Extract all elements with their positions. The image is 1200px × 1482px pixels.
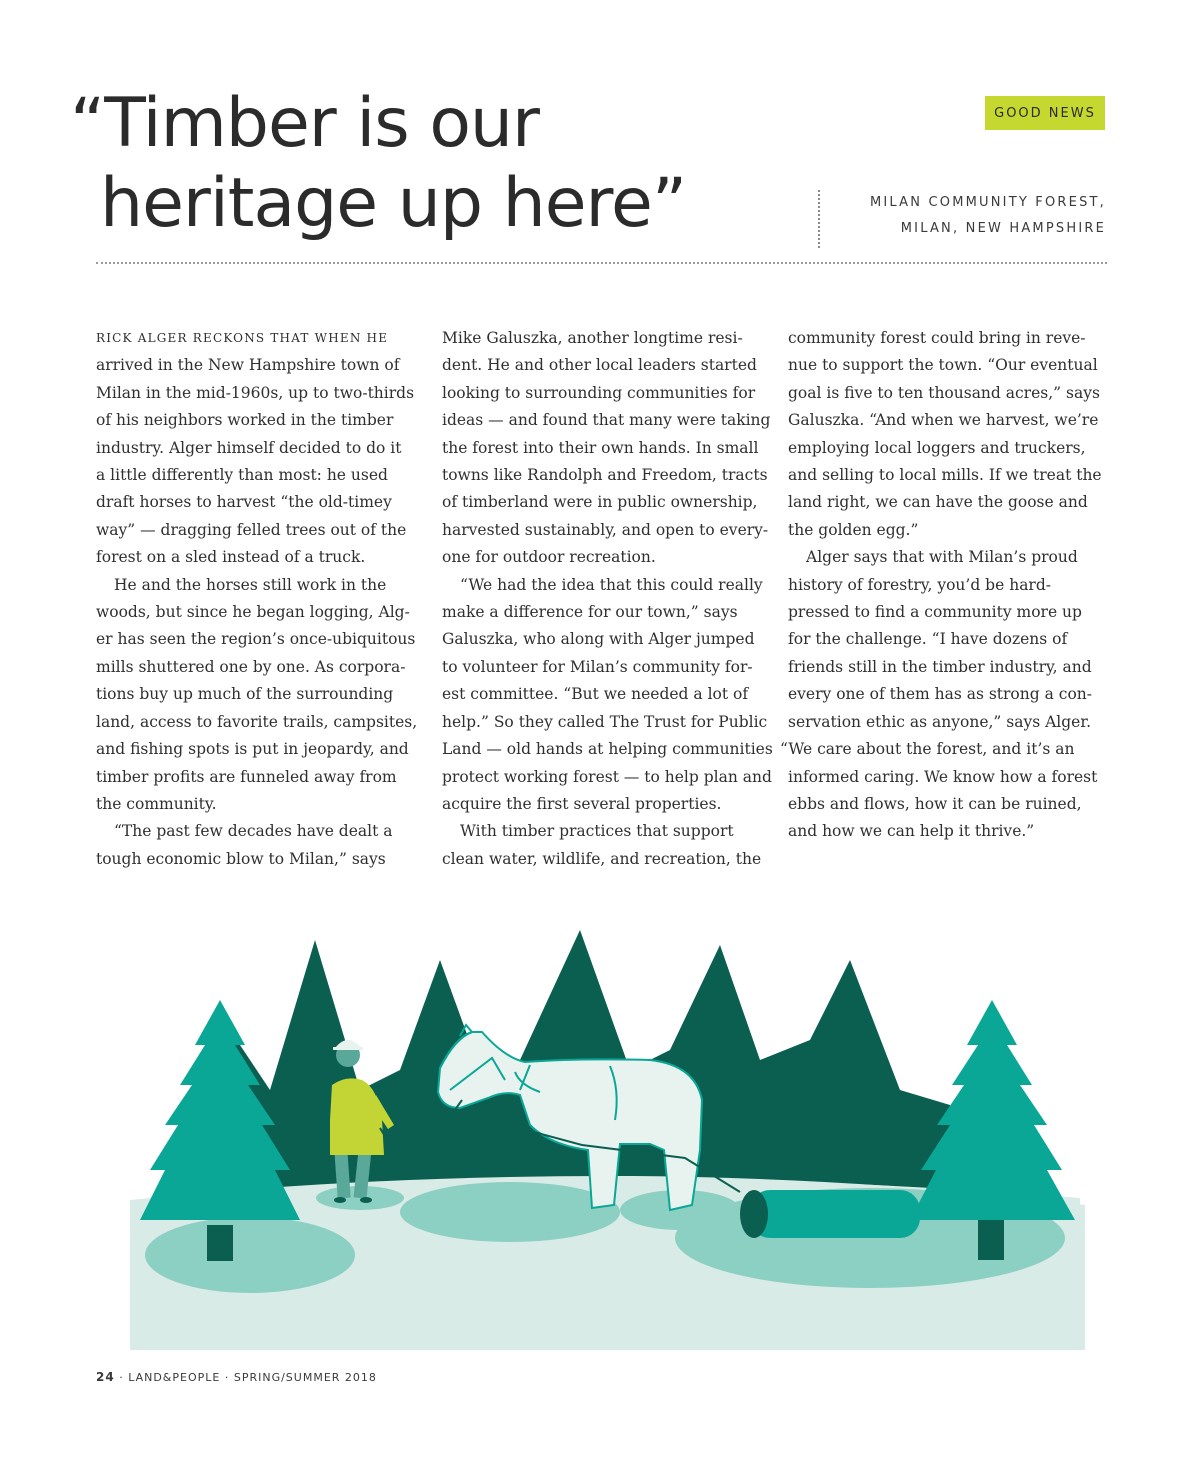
article-line: of his neighbors worked in the timber — [96, 411, 394, 430]
article-line: to volunteer for Milan’s community for- — [442, 657, 753, 676]
article-line: friends still in the timber industry, and — [788, 657, 1092, 676]
section-tag: GOOD NEWS — [985, 96, 1105, 130]
article-column-3 — [780, 325, 1108, 846]
logging-horse-illustration — [110, 920, 1110, 1350]
article-line: arrived in the New Hampshire town of — [96, 356, 400, 375]
location-divider — [818, 190, 820, 248]
article-line: informed caring. We know how a forest — [788, 767, 1098, 786]
page-number: 24 — [96, 1370, 115, 1384]
article-line: land, access to favorite trails, campsites, — [96, 712, 418, 731]
article-line: draft horses to harvest “the old-timey — [96, 493, 392, 512]
article-line: for the challenge. “I have dozens of — [788, 630, 1068, 649]
article-line: “We had the idea that this could really — [460, 575, 763, 594]
article-line: and selling to local mills. If we treat the — [788, 466, 1102, 485]
article-line: pressed to find a community more up — [788, 603, 1082, 622]
article-line: er has seen the region’s once-ubiquitous — [96, 630, 416, 649]
article-line: help.” So they called The Trust for Public — [442, 712, 768, 731]
article-line: mills shuttered one by one. As corpora- — [96, 657, 406, 676]
article-line: industry. Alger himself decided to do it — [96, 438, 402, 457]
location-line-1: MILAN COMMUNITY FOREST, — [869, 195, 1106, 210]
ground-shadow — [400, 1182, 620, 1242]
article-line: timber profits are funneled away from — [96, 767, 397, 786]
article-line: make a difference for our town,” says — [442, 603, 738, 622]
article-line: community forest could bring in reve- — [788, 329, 1086, 347]
article-line: “We care about the forest, and it’s an — [780, 740, 1075, 759]
article-line: nue to support the town. “Our eventual — [788, 356, 1098, 375]
article-line: goal is five to ten thousand acres,” says — [788, 383, 1100, 402]
article-line: tough economic blow to Milan,” says — [96, 849, 386, 868]
article-line: ebbs and flows, how it can be ruined, — [788, 794, 1082, 813]
article-line: history of forestry, you’d be hard- — [788, 575, 1052, 594]
article-line: looking to surrounding communities for — [442, 383, 756, 402]
publication-name: LAND&PEOPLE — [128, 1371, 221, 1384]
article-line: Milan in the mid-1960s, up to two-thirds — [96, 383, 415, 402]
article-line: way” — dragging felled trees out of the — [96, 520, 407, 539]
article-line: est committee. “But we needed a lot of — [442, 685, 749, 704]
article-line: He and the horses still work in the — [114, 575, 387, 594]
article-line: clean water, wildlife, and recreation, the — [442, 849, 762, 868]
headline-line-2: heritage up here” — [100, 164, 687, 243]
article-line: Galuszka, who along with Alger jumped — [442, 630, 755, 649]
article-line: the golden egg.” — [788, 520, 919, 539]
article-line: woods, but since he began logging, Alg- — [96, 603, 410, 622]
location-line-2: MILAN, NEW HAMPSHIRE — [900, 221, 1106, 236]
article-line: employing local loggers and truckers, — [788, 438, 1086, 457]
header-rule — [96, 262, 1107, 264]
headline-line-1: “Timber is our — [70, 84, 539, 163]
article-line: land right, we can have the goose and — [788, 493, 1088, 512]
footer-separator: · — [224, 1371, 230, 1384]
article-line: one for outdoor recreation. — [442, 548, 656, 567]
article-line: the forest into their own hands. In small — [442, 438, 759, 457]
article-line: With timber practices that support — [460, 822, 734, 841]
article-column-1 — [96, 325, 416, 873]
article-line: dent. He and other local leaders started — [442, 356, 757, 375]
headline — [70, 84, 686, 244]
article-line: Alger says that with Milan’s proud — [806, 548, 1078, 567]
article-line: harvested sustainably, and open to every- — [442, 520, 769, 539]
article-line: and how we can help it thrive.” — [788, 822, 1035, 841]
page-footer — [96, 1370, 377, 1384]
footer-separator: · — [119, 1371, 124, 1384]
article-column-2 — [442, 325, 773, 873]
article-line: protect working forest — to help plan and — [442, 767, 772, 786]
article-line: of timberland were in public ownership, — [442, 493, 758, 512]
article-line: ideas — and found that many were taking — [442, 411, 771, 430]
article-line: the community. — [96, 794, 217, 813]
article-line: forest on a sled instead of a truck. — [96, 548, 366, 567]
article-line: acquire the first several properties. — [442, 794, 722, 813]
article-line: every one of them has as strong a con- — [788, 685, 1092, 704]
article-line: towns like Randolph and Freedom, tracts — [442, 466, 768, 485]
ground-shadow — [145, 1217, 355, 1293]
article-line: Land — old hands at helping communities — [442, 740, 773, 759]
article-line: Galuszka. “And when we harvest, we’re — [788, 411, 1099, 430]
article-line: RICK ALGER RECKONS THAT WHEN HE — [96, 331, 389, 345]
article-line: Mike Galuszka, another longtime resi- — [442, 329, 743, 347]
issue-date: SPRING/SUMMER 2018 — [233, 1371, 377, 1384]
location-caption — [870, 190, 1106, 242]
article-line: and fishing spots is put in jeopardy, and — [96, 740, 409, 759]
article-line: tions buy up much of the surrounding — [96, 685, 394, 704]
article-line: servation ethic as anyone,” says Alger. — [788, 712, 1091, 731]
log-on-sled — [740, 1190, 920, 1238]
article-line: “The past few decades have dealt a — [114, 822, 393, 841]
article-line: a little differently than most: he used — [96, 466, 388, 485]
